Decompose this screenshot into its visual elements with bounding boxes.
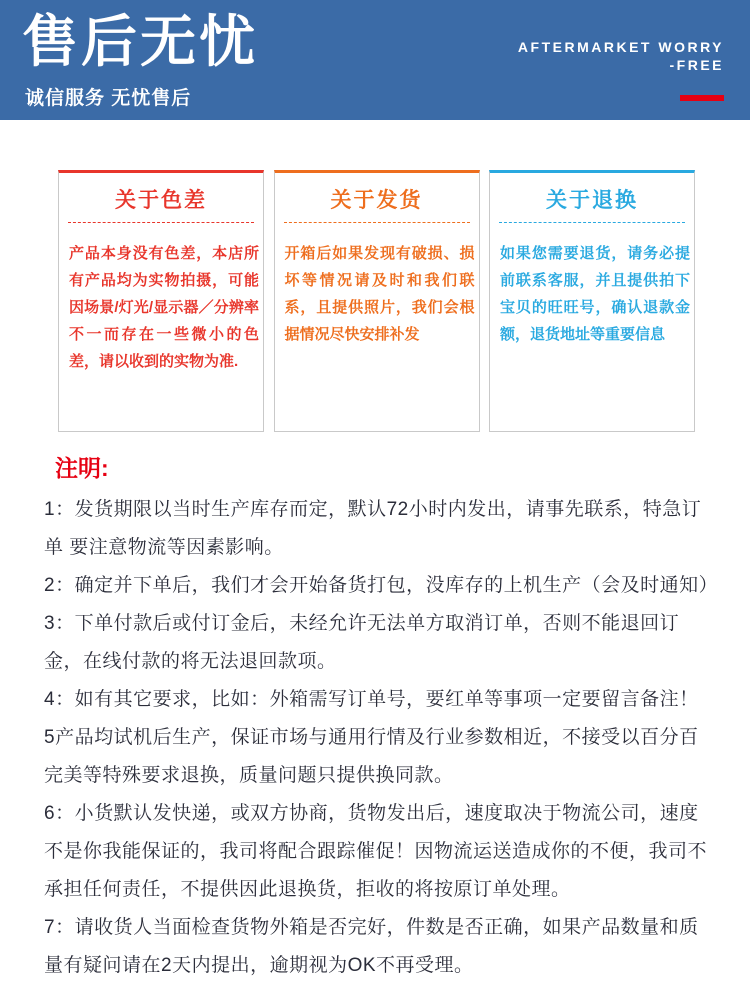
card-title: 关于发货 (330, 189, 423, 212)
card-body: 开箱后如果发现有破损、损坏等情况请及时和我们联系，且提供照片，我们会根据情况尽快安排补发 (284, 245, 475, 343)
note-item-7: 7：请收货人当面检查货物外箱是否完好，件数是否正确，如果产品数量和质量有疑问请在2天内提出，逾期视为OK不再受理。 (44, 917, 699, 976)
card-body: 如果您需要退货，请务必提前联系客服，并且提供拍下宝贝的旺旺号，确认退款金额，退货地址等重要信息 (500, 245, 690, 343)
note-item-3: 3：下单付款后或付订金后，未经允许无法单方取消订单，否则不能退回订金，在线付款的将无法退回款项。 (44, 613, 680, 672)
note-item-5: 5产品均试机后生产，保证市场与通用行情及行业参数相近，不接受以百分百完美等特殊要求退换，质量问题只提供换同款。 (44, 727, 699, 786)
banner-english-caption (518, 38, 724, 74)
card-title: 关于色差 (115, 189, 207, 212)
note-item-2: 2：确定并下单后，我们才会开始备货打包，没库存的上机生产（会及时通知） (44, 575, 719, 596)
card-returns (489, 170, 695, 432)
card-body: 产品本身没有色差，本店所有产品均为实物拍摄，可能因场景/灯光/显示器／分辨率不一而存在一些微小的色差，请以收到的实物为准. (69, 245, 259, 370)
banner-title: 售后无忧 (22, 10, 258, 73)
banner-english-line1: AFTERMARKET WORRY (517, 39, 724, 55)
notes-section (44, 450, 719, 985)
card-color-difference (58, 170, 264, 432)
note-item-1: 1：发货期限以当时生产库存而定，默认72小时内发出，请事先联系，特急订单 要注意物流等因素影响。 (44, 499, 702, 558)
banner-english-line2: -FREE (669, 57, 724, 73)
note-item-6: 6：小货默认发快递，或双方协商，货物发出后，速度取决于物流公司，速度不是你我能保证的，我司将配合跟踪催促！因物流运送造成你的不便，我司不承担任何责任，不提供因此退换货，拒收的将按原订单处理。 (44, 803, 708, 900)
policy-cards-row (58, 170, 695, 432)
card-title: 关于退换 (546, 189, 638, 212)
note-item-4: 4：如有其它要求，比如：外箱需写订单号，要红单等事项一定要留言备注！ (44, 689, 699, 710)
card-shipping (274, 170, 480, 432)
banner-subtitle: 诚信服务 无忧售后 (25, 88, 192, 109)
after-sales-banner (0, 0, 750, 120)
notes-heading: 注明: (55, 455, 109, 481)
red-dash-decoration (680, 95, 724, 101)
